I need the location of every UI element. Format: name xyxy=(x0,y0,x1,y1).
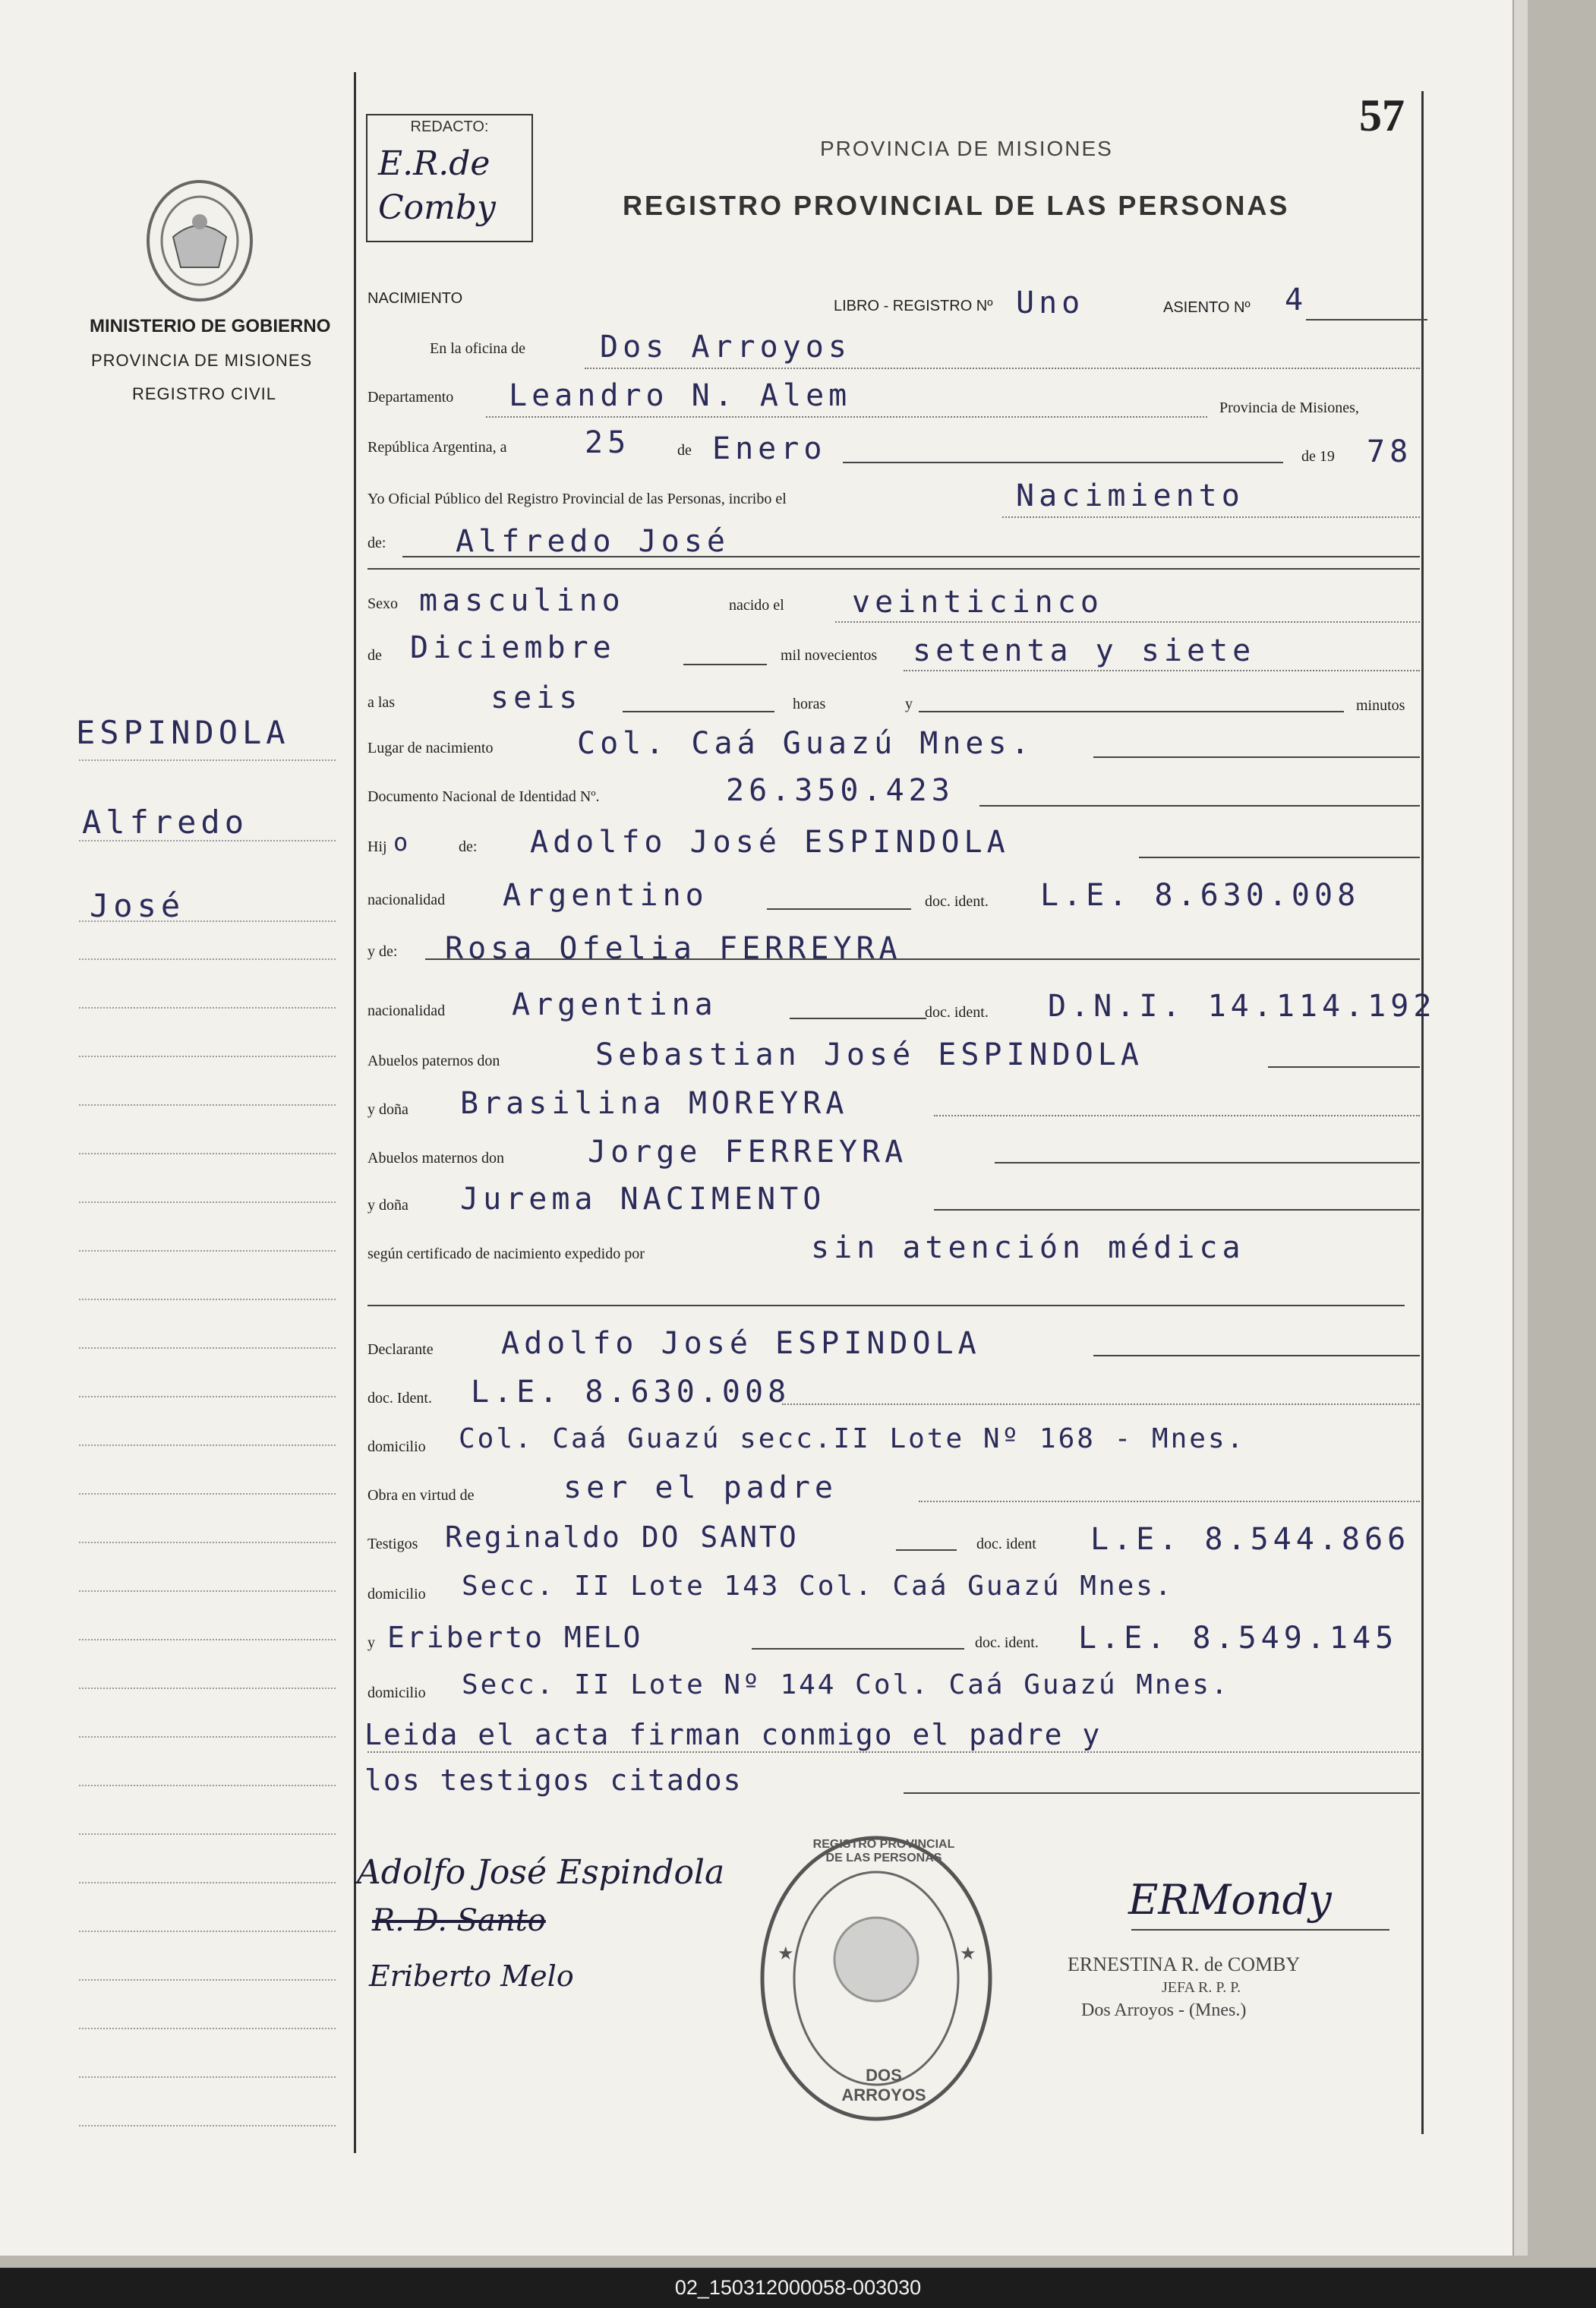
value-nacido-mes: Diciembre xyxy=(410,630,616,665)
value-lugar: Col. Caá Guazú Mnes. xyxy=(577,726,1034,761)
value-dni: 26.350.423 xyxy=(726,773,954,808)
stamp-text: REGISTRO PROVINCIAL DE LAS PERSONAS xyxy=(812,1838,955,1864)
label-doc-ident-madre: doc. ident. xyxy=(925,1004,989,1021)
value-departamento: Leandro N. Alem xyxy=(509,378,852,413)
label-doc-ident-t1: doc. ident xyxy=(976,1536,1036,1552)
label-nacido-el: nacido el xyxy=(729,597,784,614)
label-nacimiento: NACIMIENTO xyxy=(367,290,463,307)
left-vertical-rule xyxy=(354,72,356,2153)
signature-father: Adolfo José Espindola xyxy=(357,1853,725,1892)
closing-line-1: Leida el acta firman conmigo el padre y xyxy=(364,1718,1102,1751)
value-abuelo-mat: Jorge FERREYRA xyxy=(588,1135,908,1170)
signature-witness-1: R. D. Santo xyxy=(372,1903,546,1938)
ministry-line-3: REGISTRO CIVIL xyxy=(132,384,277,403)
margin-surname: ESPINDOLA xyxy=(76,714,290,751)
label-de-anio: de 19 xyxy=(1301,448,1335,465)
value-nacido-dia: veinticinco xyxy=(852,585,1103,620)
label-a-las: a las xyxy=(367,694,396,711)
official-place: Dos Arroyos - (Mnes.) xyxy=(1081,2000,1247,2020)
value-padre-doc: L.E. 8.630.008 xyxy=(1040,878,1361,913)
redacto-box xyxy=(366,114,533,242)
value-abuela-mat: Jurema NACIMENTO xyxy=(460,1182,826,1217)
page-binding xyxy=(1512,0,1528,2256)
value-dia: 25 xyxy=(585,425,631,460)
label-de-mes: de xyxy=(677,442,692,459)
svg-text:★: ★ xyxy=(777,1943,794,1964)
label-asiento: ASIENTO Nº xyxy=(1163,299,1251,316)
label-obra: Obra en virtud de xyxy=(367,1487,475,1504)
label-y: y xyxy=(905,696,913,712)
value-oficina: Dos Arroyos xyxy=(600,330,851,365)
value-mes: Enero xyxy=(712,431,827,466)
label-oficina: En la oficina de xyxy=(430,340,526,357)
page-number: 57 xyxy=(1359,90,1405,141)
label-segun: según certificado de nacimiento expedido por xyxy=(367,1246,645,1262)
value-testigo1-doc: L.E. 8.544.866 xyxy=(1090,1522,1411,1557)
value-testigo1-dom: Secc. II Lote 143 Col. Caá Guazú Mnes. xyxy=(462,1571,1174,1602)
value-testigo2: Eriberto MELO xyxy=(387,1621,643,1654)
label-nacionalidad-padre: nacionalidad xyxy=(367,892,446,908)
label-y-de-madre: y de: xyxy=(367,943,398,960)
value-abuelo-pat: Sebastian José ESPINDOLA xyxy=(595,1037,1143,1072)
label-documento: Documento Nacional de Identidad Nº. xyxy=(367,788,600,805)
value-libro: Uno xyxy=(1016,286,1085,320)
label-nacionalidad-madre: nacionalidad xyxy=(367,1002,446,1019)
right-vertical-rule xyxy=(1421,91,1424,2134)
ministry-line-2: PROVINCIA DE MISIONES xyxy=(91,351,313,370)
signature-witness-2: Eriberto Melo xyxy=(369,1959,574,1993)
redacto-label: REDACTO: xyxy=(410,118,489,135)
value-anio: 78 xyxy=(1367,434,1413,469)
margin-given-1: Alfredo xyxy=(82,804,249,841)
value-decl-doc: L.E. 8.630.008 xyxy=(471,1375,791,1410)
value-obra: ser el padre xyxy=(563,1470,837,1505)
label-domicilio-t1: domicilio xyxy=(367,1586,426,1602)
value-hij-suffix: o xyxy=(393,828,413,857)
signature-official: ERMondy xyxy=(1128,1876,1332,1924)
label-abuelos-maternos: Abuelos maternos don xyxy=(367,1150,504,1167)
header-title: REGISTRO PROVINCIAL DE LAS PERSONAS xyxy=(623,190,1290,221)
value-declarante: Adolfo José ESPINDOLA xyxy=(501,1326,981,1361)
label-departamento: Departamento xyxy=(367,389,454,406)
label-declarante: Declarante xyxy=(367,1341,434,1358)
label-sexo: Sexo xyxy=(367,595,398,612)
value-certificado: sin atención médica xyxy=(811,1230,1245,1265)
provincial-seal-icon xyxy=(143,176,257,305)
label-provincia: Provincia de Misiones, xyxy=(1219,399,1359,416)
value-testigo2-doc: L.E. 8.549.145 xyxy=(1078,1621,1399,1656)
value-horas: seis xyxy=(490,680,582,715)
official-role: JEFA R. P. P. xyxy=(1162,1979,1241,1996)
value-nombre: Alfredo José xyxy=(456,524,730,559)
label-mil: mil novecientos xyxy=(781,647,878,664)
label-libro: LIBRO - REGISTRO Nº xyxy=(834,298,993,314)
label-lugar: Lugar de nacimiento xyxy=(367,740,494,756)
label-doc-ident-t2: doc. ident. xyxy=(975,1634,1039,1651)
value-nacido-anio: setenta y siete xyxy=(913,633,1256,668)
header-province: PROVINCIA DE MISIONES xyxy=(820,137,1113,160)
label-doc-ident-padre: doc. ident. xyxy=(925,893,989,910)
ministry-line-1: MINISTERIO DE GOBIERNO xyxy=(90,316,331,336)
value-acto: Nacimiento xyxy=(1016,478,1244,513)
value-sexo: masculino xyxy=(419,583,625,618)
value-testigo1: Reginaldo DO SANTO xyxy=(445,1520,799,1554)
label-de-mes-nac: de xyxy=(367,647,382,664)
value-madre-nac: Argentina xyxy=(512,987,718,1022)
label-y-dona-pat: y doña xyxy=(367,1101,408,1118)
svg-text:★: ★ xyxy=(960,1943,976,1964)
redacto-value-1: E.R.de xyxy=(378,144,490,183)
label-hij: Hij xyxy=(367,838,387,855)
redacto-value-2: Comby xyxy=(378,188,496,227)
stamp-bottom-text: DOS ARROYOS xyxy=(841,2066,926,2104)
value-asiento: 4 xyxy=(1285,283,1308,317)
label-y-t2: y xyxy=(367,1634,375,1651)
label-abuelos-paternos: Abuelos paternos don xyxy=(367,1053,500,1069)
value-abuela-pat: Brasilina MOREYRA xyxy=(460,1086,849,1121)
value-testigo2-dom: Secc. II Lote Nº 144 Col. Caá Guazú Mnes. xyxy=(462,1669,1230,1700)
value-madre: Rosa Ofelia FERREYRA xyxy=(445,931,902,966)
label-minutos: minutos xyxy=(1356,697,1405,714)
closing-line-2: los testigos citados xyxy=(364,1763,743,1797)
margin-given-2: José xyxy=(90,887,185,924)
label-domicilio-decl: domicilio xyxy=(367,1438,426,1455)
label-republica: República Argentina, a xyxy=(367,439,507,456)
label-y-dona-mat: y doña xyxy=(367,1197,408,1214)
label-testigos: Testigos xyxy=(367,1536,418,1552)
label-de-nombre: de: xyxy=(367,535,386,551)
value-madre-doc: D.N.I. 14.114.192 xyxy=(1048,989,1437,1024)
label-yo-oficial: Yo Oficial Público del Registro Provincial de las Personas, incribo el xyxy=(367,491,787,507)
label-doc-ident-decl: doc. Ident. xyxy=(367,1390,432,1407)
label-horas: horas xyxy=(793,696,826,712)
label-hij-de: de: xyxy=(459,838,478,855)
official-name: ERNESTINA R. de COMBY xyxy=(1068,1953,1301,1975)
value-padre-nac: Argentino xyxy=(503,878,708,913)
scan-footer: 02_150312000058-003030 xyxy=(0,2268,1596,2308)
label-domicilio-t2: domicilio xyxy=(367,1684,426,1701)
value-padre: Adolfo José ESPINDOLA xyxy=(530,825,1010,860)
value-decl-dom: Col. Caá Guazú secc.II Lote Nº 168 - Mnes. xyxy=(459,1423,1246,1454)
